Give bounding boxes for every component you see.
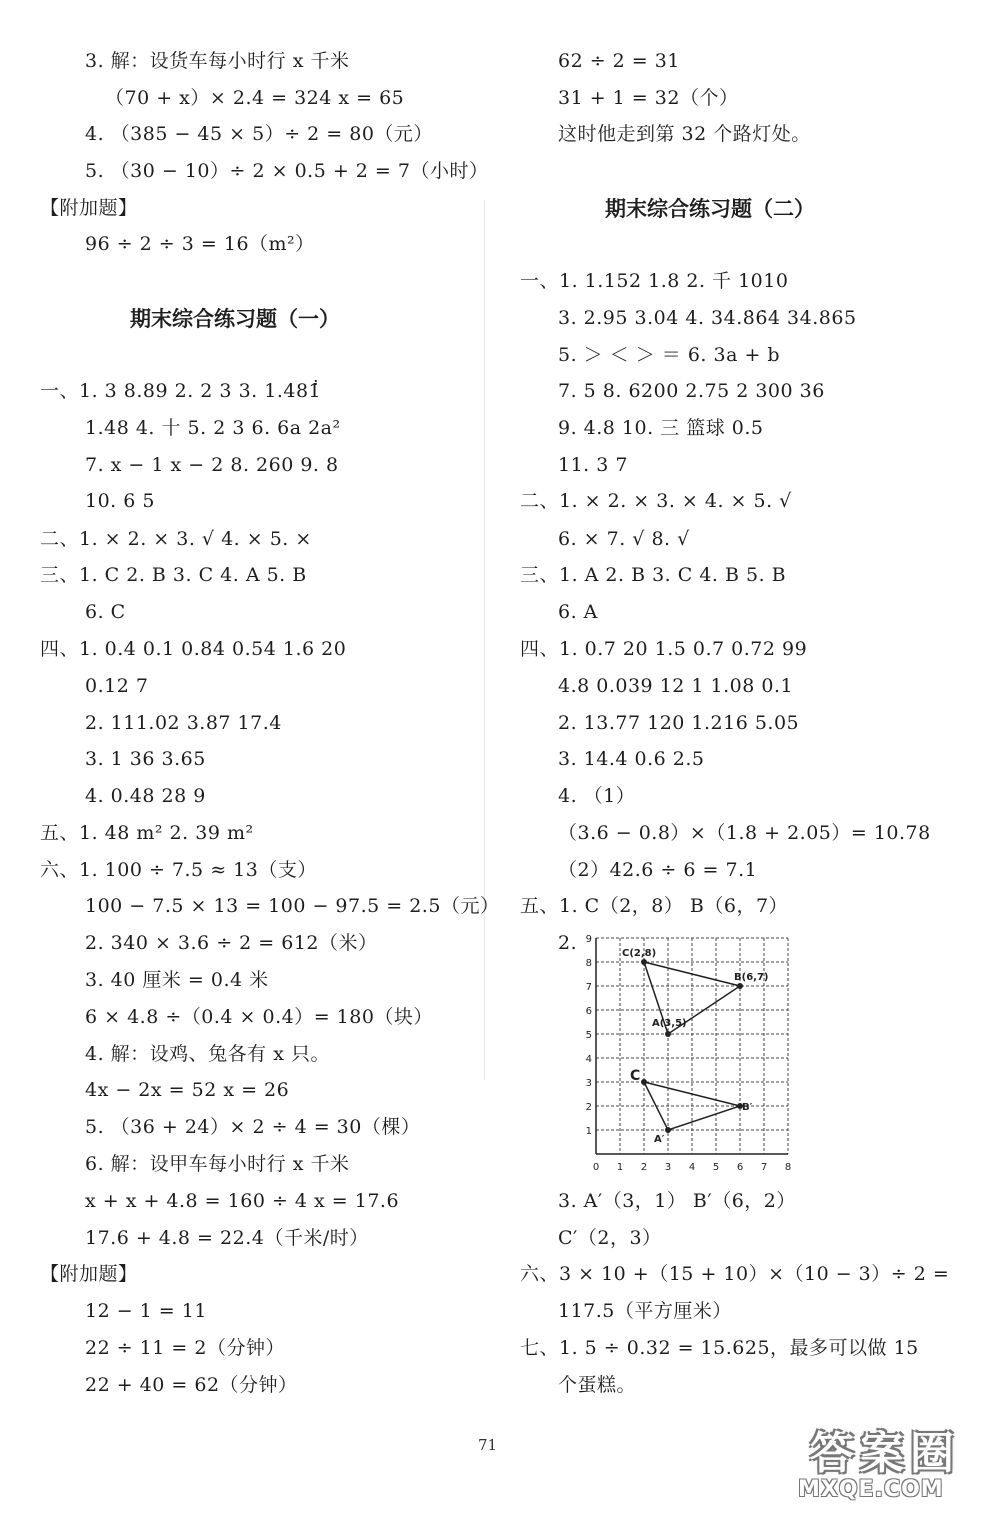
answer-line: C′（2，3） (558, 1227, 662, 1249)
watermark (790, 1415, 990, 1510)
answer-line: 5. （30 − 10）÷ 2 × 0.5 + 2 = 7（小时） (85, 160, 489, 182)
x-tick-label: 6 (736, 1162, 744, 1173)
x-tick-label: 4 (688, 1162, 696, 1173)
point-b (737, 983, 743, 989)
page-number: 71 (478, 1436, 498, 1454)
column-divider (484, 200, 485, 1080)
answer-line: 6. C (85, 601, 126, 623)
y-tick-label: 3 (585, 1078, 592, 1089)
point-a (665, 1031, 671, 1037)
answer-line: 100 − 7.5 × 13 = 100 − 97.5 = 2.5（元） (85, 895, 500, 917)
point-c-prime (641, 1079, 647, 1085)
watermark-url: MXQE.COM (798, 1477, 944, 1502)
section-label: 【附加题】 (40, 197, 138, 219)
answer-line: 3. 40 厘米 = 0.4 米 (85, 969, 269, 991)
answer-line: 3. A′（3，1） B′（6，2） (558, 1190, 796, 1212)
answer-line: 六、1. 100 ÷ 7.5 ≈ 13（支） (40, 859, 317, 881)
answer-line: 6. 解：设甲车每小时行 x 千米 (85, 1153, 350, 1175)
answer-line: 4. （1） (558, 785, 636, 807)
answer-line: 5. ＞ ＜ ＞ ＝ 6. 3a + b (558, 344, 781, 366)
answer-line: 96 ÷ 2 ÷ 3 = 16（m²） (85, 233, 315, 255)
x-tick-label: 8 (784, 1162, 792, 1173)
answer-line: 这时他走到第 32 个路灯处。 (558, 123, 811, 145)
answer-line: （3.6 − 0.8）×（1.8 + 2.05）= 10.78 (558, 822, 931, 844)
label-c-prime: C (630, 1068, 641, 1084)
exam2-title: 期末综合练习题（二） (605, 197, 815, 221)
answer-line: 五、1. 48 m² 2. 39 m² (40, 822, 254, 844)
answer-line: 10. 6 5 (85, 490, 155, 512)
answer-line: 7. x − 1 x − 2 8. 260 9. 8 (85, 454, 339, 476)
answer-line: 一、1. 1.152 1.8 2. 千 1010 (520, 270, 789, 292)
answer-line: 7. 5 8. 6200 2.75 2 300 36 (558, 380, 825, 402)
answer-line: x + x + 4.8 = 160 ÷ 4 x = 17.6 (85, 1190, 400, 1212)
y-tick-label: 6 (585, 1006, 592, 1017)
answer-line: 七、1. 5 ÷ 0.32 = 15.625，最多可以做 15 (520, 1337, 919, 1359)
y-tick-label: 7 (585, 982, 592, 993)
answer-line: 3. 14.4 0.6 2.5 (558, 748, 705, 770)
answer-line: 4. 解：设鸡、兔各有 x 只。 (85, 1043, 330, 1065)
x-tick-label: 5 (712, 1162, 720, 1173)
answer-line: 二、1. × 2. × 3. √ 4. × 5. × (40, 528, 312, 550)
x-tick-label: 0 (592, 1162, 600, 1173)
label-a-prime: A′ (654, 1134, 665, 1145)
label-b: B(6,7) (734, 972, 769, 983)
y-tick-label: 9 (585, 934, 592, 945)
answer-line: 17.6 + 4.8 = 22.4（千米/时） (85, 1227, 369, 1249)
answer-line: （2）42.6 ÷ 6 = 7.1 (558, 859, 758, 881)
answer-line: 2. (558, 932, 578, 954)
answer-line: 3. 1 36 3.65 (85, 748, 206, 770)
x-tick-label: 7 (760, 1162, 768, 1173)
answer-line: 三、1. A 2. B 3. C 4. B 5. B (520, 564, 787, 586)
answer-line: 六、3 × 10 +（15 + 10）×（10 − 3）÷ 2 = (520, 1263, 950, 1285)
x-tick-labels (593, 1162, 791, 1173)
answer-line: 3. 2.95 3.04 4. 34.8̇6̇4 34.865 (558, 307, 857, 329)
answer-line: 1.48 4. 十 5. 2 3 6. 6a 2a² (85, 417, 341, 439)
y-tick-label: 5 (585, 1030, 592, 1041)
answer-line: 2. 111.02 3.87 17.4 (85, 712, 282, 734)
answer-line: 31 + 1 = 32（个） (558, 87, 739, 109)
label-c: C(2,8) (622, 948, 657, 959)
answer-line: 5. （36 + 24）× 2 ÷ 4 = 30（棵） (85, 1116, 421, 1138)
answer-line: 4. （385 − 45 × 5）÷ 2 = 80（元） (85, 123, 433, 145)
answer-line: 4. 0.48 28 9 (85, 785, 206, 807)
y-tick-label: 2 (585, 1102, 592, 1113)
y-tick-label: 4 (585, 1054, 592, 1065)
answer-line: 二、1. × 2. × 3. × 4. × 5. √ (520, 490, 792, 512)
answer-line: 4x − 2x = 52 x = 26 (85, 1079, 290, 1101)
exam1-title: 期末综合练习题（一） (130, 307, 340, 331)
answer-line: 4.8 0.039 12 1 1.08 0.1 (558, 675, 794, 697)
answer-line: 62 ÷ 2 = 31 (558, 50, 680, 72)
x-tick-label: 1 (616, 1162, 624, 1173)
answer-line: 四、1. 0.7 20 1.5 0.7 0.72 99 (520, 638, 808, 660)
answer-line: 四、1. 0.4 0.1 0.84 0.54 1.6 20 (40, 638, 347, 660)
answer-line: 3. 解：设货车每小时行 x 千米 (85, 50, 350, 72)
label-b-prime: B′ (742, 1102, 753, 1113)
answer-line: 6. A (558, 601, 598, 623)
y-tick-label: 1 (585, 1126, 592, 1137)
answer-line: 五、1. C（2，8） B（6，7） (520, 895, 789, 917)
answer-line: 6 × 4.8 ÷（0.4 × 0.4）= 180（块） (85, 1006, 433, 1028)
answer-line: 22 + 40 = 62（分钟） (85, 1374, 298, 1396)
answer-line: 22 ÷ 11 = 2（分钟） (85, 1337, 285, 1359)
answer-line: 11. 3 7 (558, 454, 628, 476)
answer-line: 2. 13.77 120 1.216 5.05 (558, 712, 800, 734)
section-label: 【附加题】 (40, 1263, 138, 1285)
answer-line: 一、1. 3 8.89 2. 2 3 3. 1.481̇̇ (40, 380, 322, 402)
answer-line: 9. 4.8 10. 三 篮球 0.5 (558, 417, 764, 439)
answer-line: （70 + x）× 2.4 = 324 x = 65 (105, 87, 405, 109)
x-tick-label: 3 (664, 1162, 672, 1173)
answer-line: 117.5（平方厘米） (558, 1300, 732, 1322)
answer-line: 三、1. C 2. B 3. C 4. A 5. B (40, 564, 307, 586)
label-a: A(3,5) (652, 1018, 687, 1029)
point-a-prime (665, 1127, 671, 1133)
x-tick-label: 2 (640, 1162, 648, 1173)
y-tick-labels (586, 934, 592, 1137)
point-c (641, 959, 647, 965)
y-tick-label: 8 (585, 958, 592, 969)
watermark-logo-text: 答案圈 (810, 1428, 960, 1479)
coordinate-grid (582, 928, 802, 1178)
answer-line: 0.12 7 (85, 675, 149, 697)
answer-line: 个蛋糕。 (558, 1374, 637, 1396)
answer-line: 2. 340 × 3.6 ÷ 2 = 612（米） (85, 932, 378, 954)
answer-line: 12 − 1 = 11 (85, 1300, 207, 1322)
answer-line: 6. × 7. √ 8. √ (558, 528, 690, 550)
